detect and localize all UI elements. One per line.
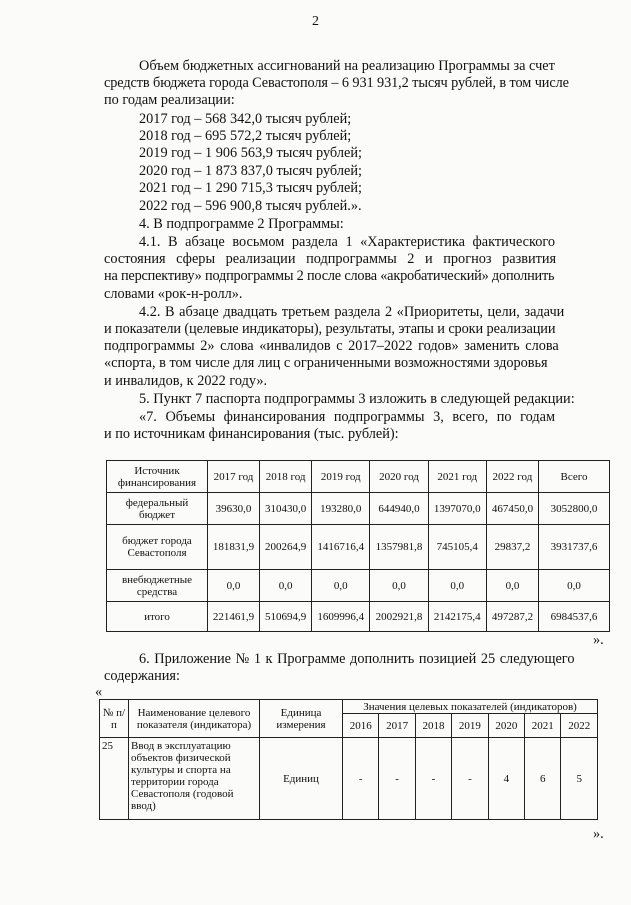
table-row — [107, 570, 610, 602]
header-cell: 2021 год — [428, 461, 486, 493]
row-label: итого — [107, 602, 208, 632]
header-num: № п/п — [100, 700, 129, 738]
value-cell: - — [379, 738, 415, 820]
table-cell: 2142175,4 — [428, 602, 486, 632]
header-unit: Единица измерения — [260, 700, 343, 738]
table-row-total — [107, 602, 610, 632]
table-cell: 0,0 — [260, 570, 312, 602]
header-cell: 2018 год — [260, 461, 312, 493]
row-label: федеральный бюджет — [107, 493, 208, 525]
year-cell: 2018 — [415, 714, 451, 738]
table-cell: 745105,4 — [428, 525, 486, 570]
table-cell: 200264,9 — [260, 525, 312, 570]
year-2019: 2019 год – 1 906 563,9 тысяч рублей; — [139, 145, 362, 161]
item4: 4. В подпрограмме 2 Программы: — [139, 216, 344, 232]
value-cell: - — [343, 738, 379, 820]
year-2021: 2021 год – 1 290 715,3 тысяч рублей; — [139, 180, 362, 196]
table-cell: 39630,0 — [208, 493, 260, 525]
year-2022: 2022 год – 596 900,8 тысяч рублей.». — [139, 198, 362, 214]
item6-line1: 6. Приложение № 1 к Программе дополнить позицией 25 следующего — [139, 651, 575, 667]
table-cell: 497287,2 — [486, 602, 538, 632]
header-cell: 2022 год — [486, 461, 538, 493]
page-number: 2 — [312, 14, 319, 29]
table-cell: 0,0 — [312, 570, 370, 602]
table-cell: 0,0 — [486, 570, 538, 602]
table-cell: 1416716,4 — [312, 525, 370, 570]
table-cell: 193280,0 — [312, 493, 370, 525]
year-cell: 2019 — [452, 714, 488, 738]
value-cell: - — [452, 738, 488, 820]
table-cell: 181831,9 — [208, 525, 260, 570]
table-cell: 2002921,8 — [370, 602, 428, 632]
header-cell: 2020 год — [370, 461, 428, 493]
closing-quote-1: ». — [593, 632, 604, 648]
table-cell: 221461,9 — [208, 602, 260, 632]
table-cell: 3931737,6 — [539, 525, 610, 570]
year-2020: 2020 год – 1 873 837,0 тысяч рублей; — [139, 163, 362, 179]
para1-line2: средств бюджета города Севастополя – 6 931 931,2 тысяч рублей, в том числе — [104, 75, 569, 91]
value-cell: - — [415, 738, 451, 820]
value-cell: 5 — [561, 738, 598, 820]
table-cell: 0,0 — [539, 570, 610, 602]
row-unit: Единиц — [260, 738, 343, 820]
table-cell: 644940,0 — [370, 493, 428, 525]
table-cell: 310430,0 — [260, 493, 312, 525]
item42-line4: «спорта, в том числе для лиц с ограниченными возможностями здоровья — [104, 355, 548, 371]
table-row — [100, 738, 598, 820]
item41-line4: словами «рок-н-ролл». — [104, 286, 243, 302]
table-header-row — [100, 700, 598, 714]
item42-line1: 4.2. В абзаце двадцать третьем раздела 2 «Приоритеты, цели, задачи — [139, 304, 565, 320]
year-cell: 2016 — [343, 714, 379, 738]
year-2018: 2018 год – 695 572,2 тысяч рублей; — [139, 128, 352, 144]
item7-line2: и по источникам финансирования (тыс. рублей): — [104, 426, 399, 442]
item42-line2: и показатели (целевые индикаторы), результаты, этапы и сроки реализации — [104, 321, 556, 337]
value-cell: 6 — [525, 738, 561, 820]
header-cell: 2017 год — [208, 461, 260, 493]
item41-line2: состояния сферы реализации подпрограммы 2 и прогноз развития — [104, 251, 557, 267]
header-name: Наименование целевого показателя (индикатора) — [129, 700, 260, 738]
table-cell: 0,0 — [208, 570, 260, 602]
closing-quote-2: ». — [593, 826, 604, 842]
para1-line1: Объем бюджетных ассигнований на реализацию Программы за счет — [139, 58, 555, 74]
header-values: Значения целевых показателей (индикаторов) — [343, 700, 598, 714]
table-cell: 1397070,0 — [428, 493, 486, 525]
year-2017: 2017 год – 568 342,0 тысяч рублей; — [139, 111, 352, 127]
row-name: Ввод в эксплуатацию объектов физической культуры и спорта на территории города Севастополя (годовой ввод) — [129, 738, 260, 820]
item5: 5. Пункт 7 паспорта подпрограммы 3 изложить в следующей редакции: — [139, 391, 575, 407]
item42-line3: подпрограммы 2» слова «инвалидов с 2017–2022 годов» заменить слова — [104, 338, 559, 354]
table-cell: 0,0 — [428, 570, 486, 602]
table-cell: 510694,9 — [260, 602, 312, 632]
year-cell: 2020 — [488, 714, 524, 738]
row-label: бюджет города Севастополя — [107, 525, 208, 570]
table-cell: 467450,0 — [486, 493, 538, 525]
table-header-row — [107, 461, 610, 493]
header-cell: 2019 год — [312, 461, 370, 493]
year-cell: 2021 — [525, 714, 561, 738]
item7-line1: «7. Объемы финансирования подпрограммы 3, всего, по годам — [139, 409, 556, 425]
table-cell: 0,0 — [370, 570, 428, 602]
table-row — [107, 525, 610, 570]
financing-table — [106, 460, 610, 632]
item41-line3: на перспективу» подпрограммы 2 после слова «акробатический» дополнить — [104, 268, 555, 284]
row-label: внебюджетные средства — [107, 570, 208, 602]
table-cell: 6984537,6 — [539, 602, 610, 632]
para1-line3: по годам реализации: — [104, 92, 235, 108]
header-cell: Источник финансирования — [107, 461, 208, 493]
item6-line2: содержания: — [104, 668, 180, 684]
year-cell: 2022 — [561, 714, 598, 738]
item42-line5: и инвалидов, к 2022 году». — [104, 373, 268, 389]
table-row — [107, 493, 610, 525]
opening-quote: « — [95, 684, 103, 700]
header-cell: Всего — [539, 461, 610, 493]
table-cell: 3052800,0 — [539, 493, 610, 525]
value-cell: 4 — [488, 738, 524, 820]
row-num: 25 — [100, 738, 129, 820]
table-cell: 1357981,8 — [370, 525, 428, 570]
year-cell: 2017 — [379, 714, 415, 738]
item41-line1: 4.1. В абзаце восьмом раздела 1 «Характеристика фактического — [139, 234, 556, 250]
indicators-table — [99, 699, 598, 820]
table-cell: 29837,2 — [486, 525, 538, 570]
table-cell: 1609996,4 — [312, 602, 370, 632]
